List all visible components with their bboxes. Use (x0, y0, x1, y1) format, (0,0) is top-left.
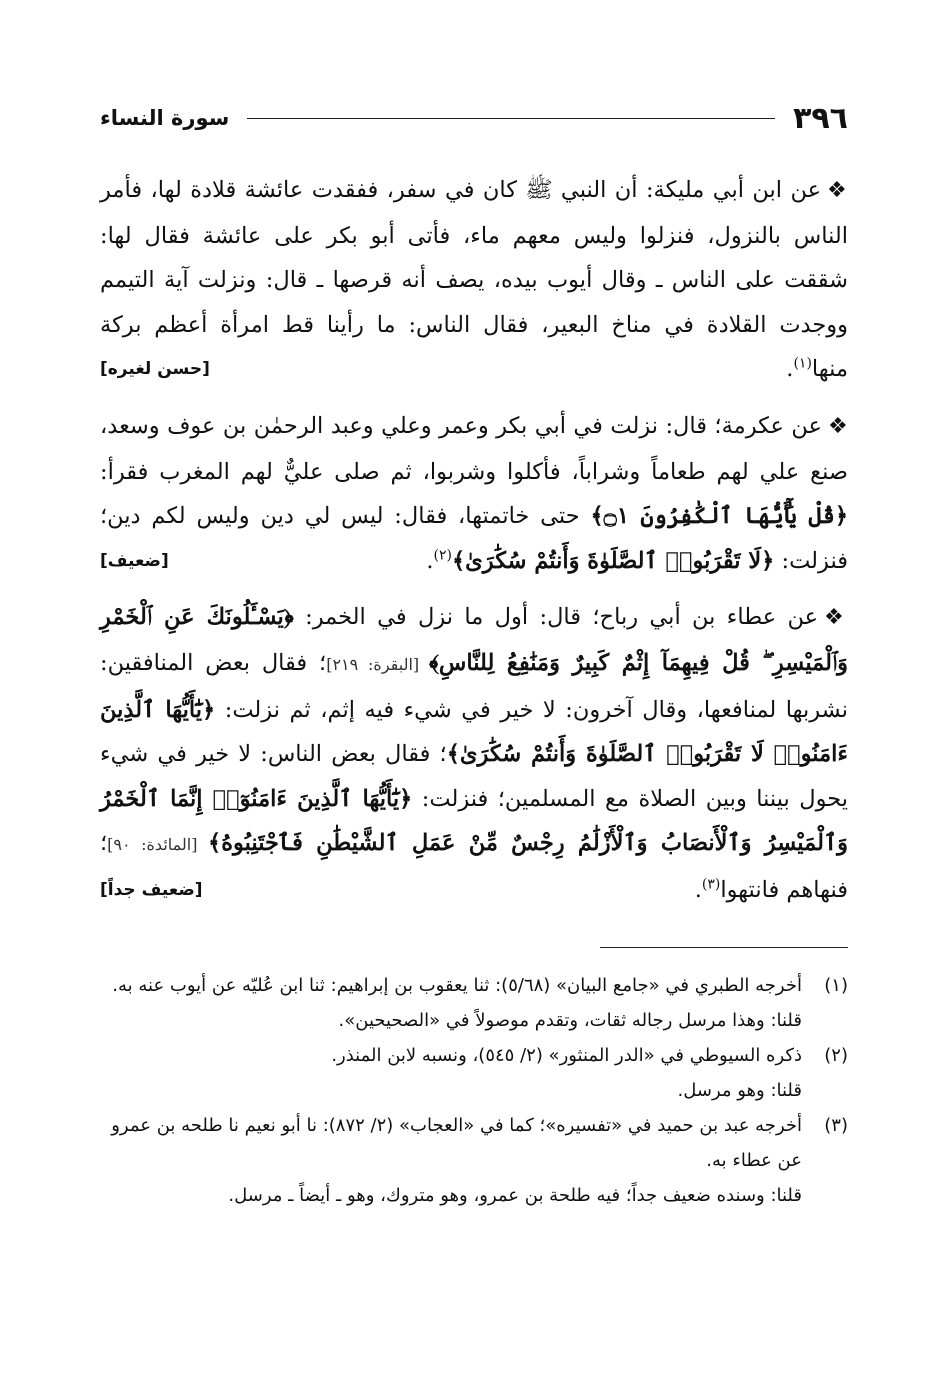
footnote-separator (600, 947, 848, 948)
footnote (100, 968, 848, 1038)
footnote-line: ذكره السيوطي في «الدر المنثور» (٢/ ٥٤٥)، ونسبه لابن المنذر. (331, 1044, 802, 1066)
surah-name: سورة النساء (100, 106, 230, 130)
footnote-line: قلنا: وسنده ضعيف جداً؛ فيه طلحة بن عمرو، وهو متروك، وهو ـ أيضاً ـ مرسل. (228, 1184, 802, 1206)
paragraph-text: حتى خاتمتها، فقال: ليس لي دين وليس لكم دين؛ فنزلت: (100, 503, 848, 574)
paragraph-text: ؛ فقال بعض المنافقين: نشربها لمنافعها، وقال آخرون: لا خير في شيء فيه إثم، ثم نزلت: (100, 649, 848, 723)
footnotes (100, 968, 848, 1213)
paragraph-text: . (786, 356, 794, 383)
footnote-marker: (١) (793, 355, 812, 372)
footnote-number: (١) (824, 974, 848, 996)
verse-reference: [المائدة: ٩٠] (107, 835, 209, 855)
main-text (100, 168, 848, 913)
hadith-grade: [ضعيف جداً] (100, 879, 203, 900)
footnote-marker: (٣) (701, 876, 721, 893)
hadith-grade: [حسن لغيره] (100, 359, 210, 380)
paragraph-text: عن ابن أبي مليكة: أن النبي ﷺ كان في سفر، ففقدت عائشة قلادة لها، فأمر الناس بالنزول، فنزلوا وليس معهم ماء، فأتى أبو بكر على عائشة فقال لها: شققت على الناس ـ وقال أيوب بيده، يصف أنه قرصها ـ قال: ونزلت آية التيمم ووجدت القلادة في مناخ البعير، فقال الناس: ما رأينا قط امرأة أعظم بركة منها (100, 177, 848, 383)
paragraph-text: ؛ فنهاهم فانتهوا (100, 830, 848, 903)
paragraph-text: . (426, 547, 434, 574)
hadith-paragraph (100, 595, 848, 912)
footnote-body (100, 968, 802, 1038)
page-number: ٣٩٦ (793, 100, 848, 136)
footnote (100, 1038, 848, 1108)
footnote-marker: (٢) (433, 547, 452, 564)
footnote-number: (٢) (824, 1044, 848, 1066)
quran-verse: ﴿يَٰٓأَيُّهَا ٱلَّذِينَ ءَامَنُوٓا۟ إِنَّمَا ٱلْخَمْرُ وَٱلْمَيْسِرُ وَٱلْأَنصَابُ وَٱلْأَزْلَٰمُ رِجْسٌ مِّنْ عَمَلِ ٱلشَّيْطَٰنِ فَٱجْتَنِبُوهُ﴾ (100, 785, 848, 857)
paragraph-text: . (694, 876, 702, 903)
footnote (100, 1108, 848, 1213)
bullet-icon: ❖ (827, 178, 848, 203)
hadith-paragraph (100, 168, 848, 392)
hadith-paragraph (100, 404, 848, 583)
footnote-line: قلنا: وهو مرسل. (677, 1079, 802, 1101)
footnote-number: (٣) (824, 1114, 848, 1136)
footnote-line: أخرجه عبد بن حميد في «تفسيره»؛ كما في «العجاب» (٢/ ٨٧٢): نا أبو نعيم نا طلحه بن عمرو عن عطاء به. (111, 1114, 802, 1171)
quran-verse: ﴿قُلْ يَٰٓأَيُّهَا ٱلْكَٰفِرُونَ ۝١﴾ (590, 503, 848, 530)
footnote-body (100, 1108, 802, 1213)
page-header (100, 96, 848, 140)
quran-verse: ﴿يَٰٓأَيُّهَا ٱلَّذِينَ ءَامَنُوا۟ لَا تَقْرَبُوا۟ ٱلصَّلَوٰةَ وَأَنتُمْ سُكَٰرَىٰ﴾ (100, 696, 848, 768)
footnote-body (100, 1038, 802, 1108)
quran-verse: ﴿يَسْـَٔلُونَكَ عَنِ ٱلْخَمْرِ وَٱلْمَيْسِرِ ۖ قُلْ فِيهِمَآ إِثْمٌ كَبِيرٌ وَمَنَٰفِعُ لِلنَّاسِ﴾ (100, 604, 848, 676)
verse-reference: [البقرة: ٢١٩] (326, 654, 429, 674)
paragraph-text: ؛ فقال بعض الناس: لا خير في شيء يحول بيننا وبين الصلاة مع المسلمين؛ فنزلت: (100, 741, 848, 812)
hadith-grade: [ضعيف] (100, 550, 169, 571)
footnote-line: قلنا: وهذا مرسل رجاله ثقات، وتقدم موصولاً في «الصحيحين». (338, 1009, 802, 1031)
book-page (100, 96, 848, 1336)
bullet-icon: ❖ (827, 413, 848, 439)
bullet-icon: ❖ (824, 605, 848, 631)
paragraph-text: عن عطاء بن أبي رباح؛ قال: أول ما نزل في الخمر: (293, 604, 819, 631)
header-rule (247, 118, 775, 119)
paragraph-text: عن عكرمة؛ قال: نزلت في أبي بكر وعمر وعلي وعبد الرحمٰن بن عوف وسعد، صنع علي لهم طعاماً وشراباً، فأكلوا وشربوا، ثم صلى عليٌّ لهم المغرب فقرأ: (100, 412, 848, 485)
quran-verse: ﴿لَا تَقْرَبُوا۟ ٱلصَّلَوٰةَ وَأَنتُمْ سُكَٰرَىٰ﴾ (452, 547, 775, 574)
footnote-line: أخرجه الطبري في «جامع البيان» (٥/٦٨): ثنا يعقوب بن إبراهيم: ثنا ابن عُليّه عن أيوب عنه به. (112, 974, 802, 996)
